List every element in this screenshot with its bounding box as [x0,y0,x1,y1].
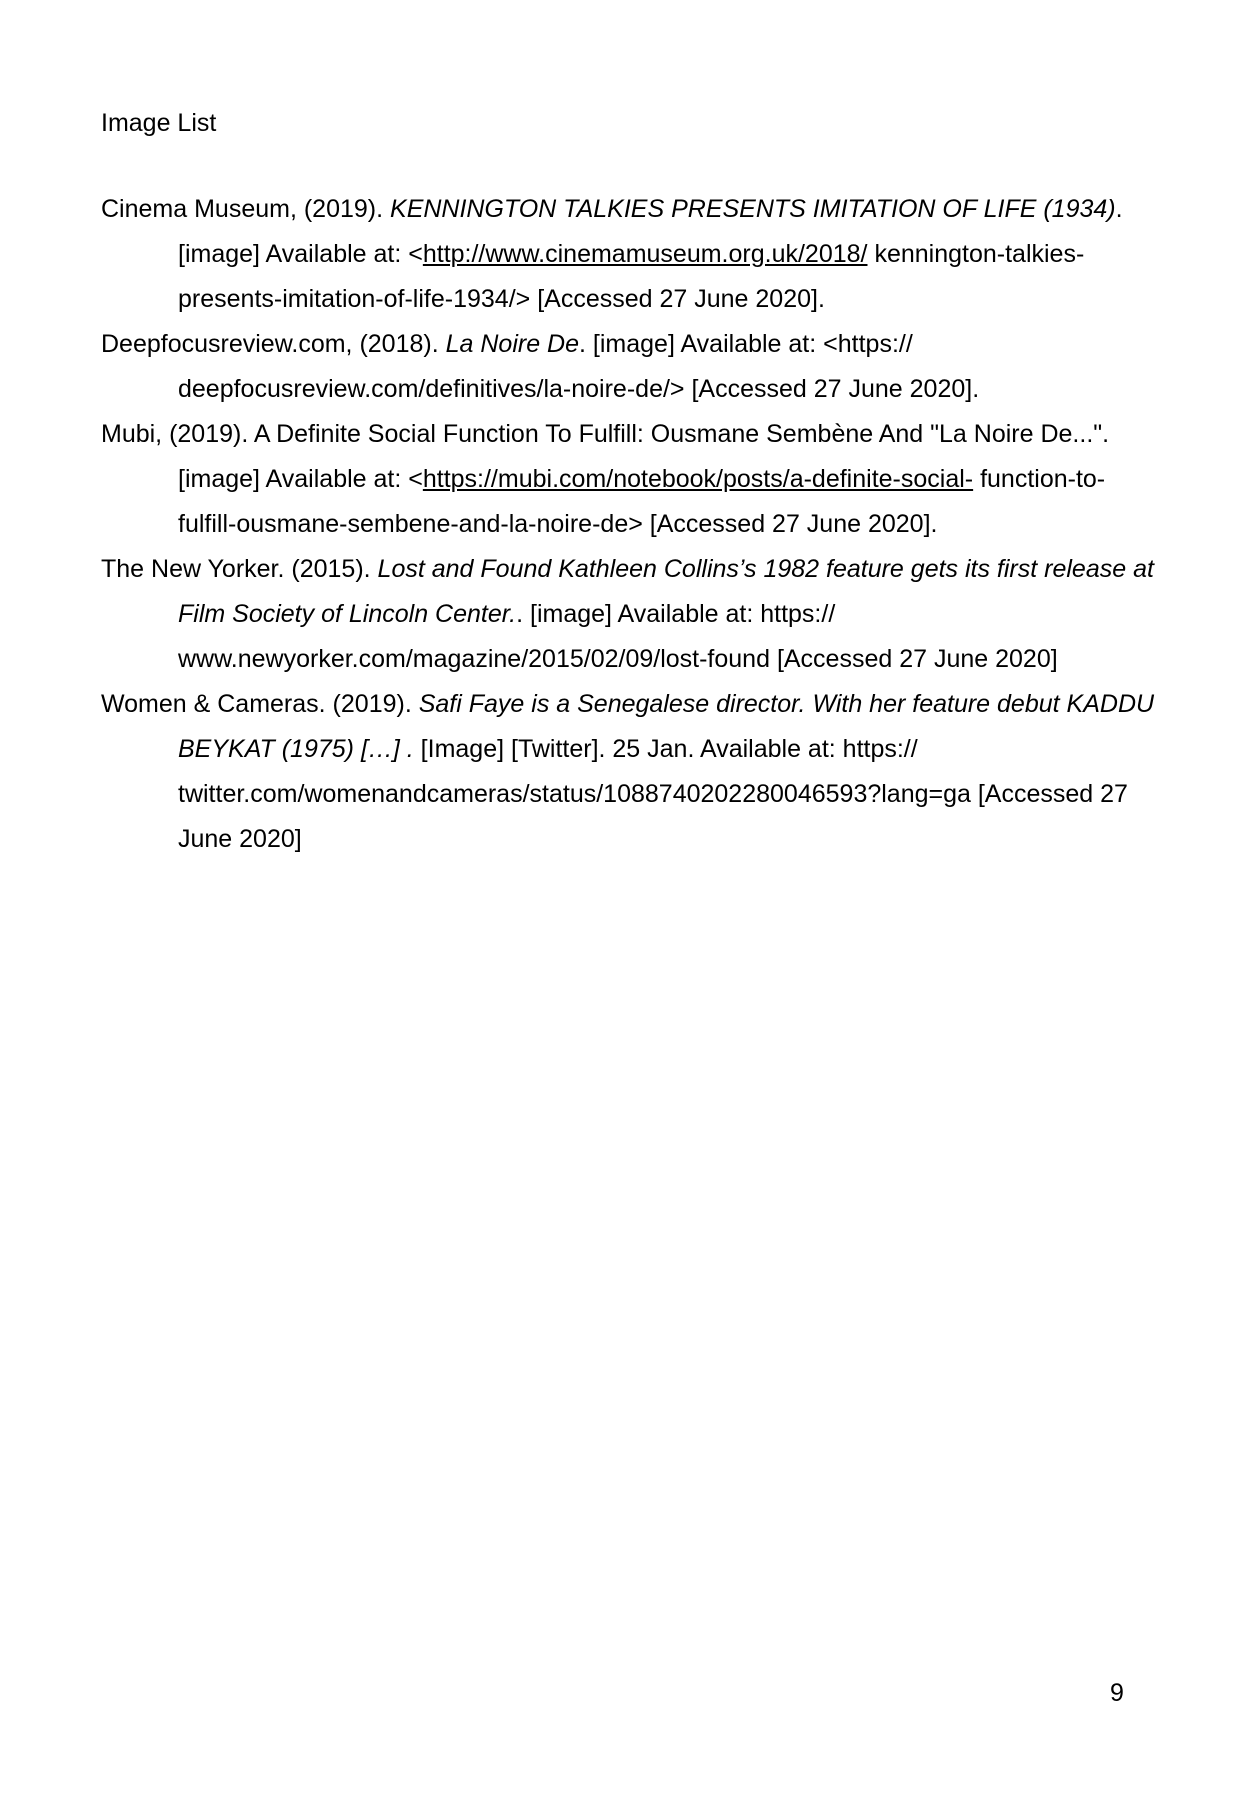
ref-link[interactable]: https://mubi.com/notebook/posts/a-definite-social- [422,465,974,493]
page-number: 9 [1110,1679,1124,1707]
ref-title: Lost and Found Kathleen Collins’s 1982 feature gets its first release at Film Society of Lincoln Center. [178,555,1154,628]
ref-text: kennington-talkies-presents-imitation-of-life-1934/> [Accessed 27 June 2020]. [178,240,1085,313]
ref-text: Mubi, (2019). A Definite Social Function To Fulfill: Ousmane Sembène And "La Noire De...". [image] Available at: < [101,420,1110,493]
ref-text: The New Yorker. (2015). [101,555,378,583]
ref-text: Cinema Museum, (2019). [101,195,391,223]
reference-entry [101,547,1161,682]
reference-list [101,187,1161,862]
ref-title: KENNINGTON TALKIES PRESENTS IMITATION OF LIFE (1934) [390,195,1116,223]
reference-entry [101,412,1161,547]
ref-link[interactable]: http://www.cinemamuseum.org.uk/2018/ [422,240,868,268]
ref-text: [Image] [Twitter]. 25 Jan. Available at: https:// twitter.com/womenandcameras/status/1088740202280046593?lang=ga [Accessed 27 June 2020] [178,735,1128,853]
reference-entry [101,322,1161,412]
ref-text: . [image] Available at: https:// www.newyorker.com/magazine/2015/02/09/lost-found [Accessed 27 June 2020] [178,600,1058,673]
reference-entry [101,187,1161,322]
ref-text: Women & Cameras. (2019). [101,690,419,718]
page-heading: Image List [101,109,217,137]
ref-text: function-to-fulfill-ousmane-sembene-and-la-noire-de> [Accessed 27 June 2020]. [178,465,1106,538]
reference-entry [101,682,1161,862]
ref-text: . [image] Available at: < [178,195,1123,268]
ref-text: Deepfocusreview.com, (2018). [101,330,446,358]
ref-title: Safi Faye is a Senegalese director. With her feature debut KADDU BEYKAT (1975) […] . [178,690,1155,763]
ref-text: . [image] Available at: <https:// deepfocusreview.com/definitives/la-noire-de/> [Accessed 27 June 2020]. [178,330,980,403]
ref-title: La Noire De [445,330,580,358]
